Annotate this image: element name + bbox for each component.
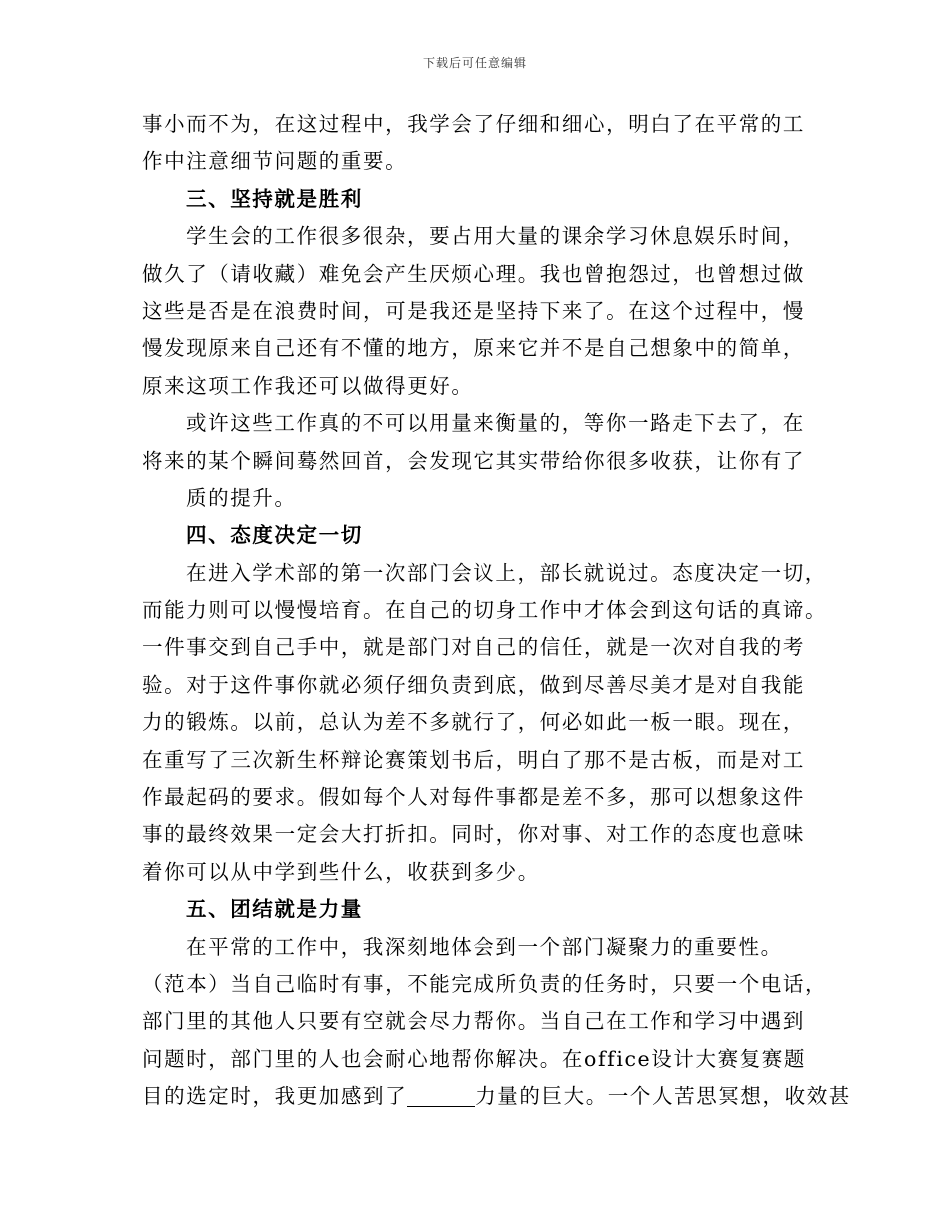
text-line: 在进入学术部的第一次部门会议上，部长就说过。态度决定一切，: [186, 560, 827, 585]
text-line: 力的锻炼。以前，总认为差不多就行了，何必如此一板一眼。现在，: [142, 710, 805, 735]
text-line: 事的最终效果一定会大打折扣。同时，你对事、对工作的态度也意味: [142, 822, 805, 847]
text-line: 验。对于这件事你就必须仔细负责到底，做到尽善尽美才是对自我能: [142, 672, 805, 697]
text-line: 将来的某个瞬间蓦然回首，会发现它其实带给你很多收获，让你有了: [142, 448, 805, 473]
text-line: 作中注意细节问题的重要。: [142, 149, 408, 174]
text-line: 或许这些工作真的不可以用量来衡量的，等你一路走下去了，在: [186, 411, 805, 436]
text-segment: 目的选定时，我更加感到了: [142, 1084, 408, 1109]
section-heading: 三、坚持就是胜利: [186, 186, 363, 211]
text-line: 着你可以从中学到些什么，收获到多少。: [142, 859, 540, 884]
text-line: 作最起码的要求。假如每个人对每件事都是差不多，那可以想象这件: [142, 785, 805, 810]
text-line: （范本）当自己临时有事，不能完成所负责的任务时，只要一个电话，: [142, 971, 828, 996]
page-header: 下载后可任意编辑: [422, 56, 527, 70]
section-heading: 五、团结就是力量: [186, 897, 363, 922]
text-line: 一件事交到自己手中，就是部门对自己的信任，就是一次对自我的考: [142, 635, 805, 660]
text-line: 部门里的其他人只要有空就会尽力帮你。当自己在工作和学习中遇到: [142, 1009, 805, 1034]
text-line: 在重写了三次新生杯辩论赛策划书后，明白了那不是古板，而是对工: [142, 747, 805, 772]
text-line: 慢发现原来自己还有不懂的地方，原来它并不是自己想象中的简单，: [142, 336, 805, 361]
text-line: 而能力则可以慢慢培育。在自己的切身工作中才体会到这句话的真谛。: [142, 598, 828, 623]
text-line: 做久了（请收藏）难免会产生厌烦心理。我也曾抱怨过，也曾想过做: [142, 261, 805, 286]
text-line: 原来这项工作我还可以做得更好。: [142, 373, 474, 398]
text-line: 质的提升。: [186, 485, 297, 510]
text-line: 这些是否是在浪费时间，可是我还是坚持下来了。在这个过程中，慢: [142, 298, 805, 323]
fill-in-blank: [407, 1086, 475, 1107]
document-body: [142, 106, 851, 1116]
text-line: 事小而不为，在这过程中，我学会了仔细和细心，明白了在平常的工: [142, 112, 805, 136]
text-segment: 力量的巨大。一个人苦思冥想，收效甚: [475, 1084, 851, 1109]
section-heading: 四、态度决定一切: [186, 523, 363, 548]
text-line-with-blank: [142, 1078, 851, 1115]
text-line: 问题时，部门里的人也会耐心地帮你解决。在office设计大赛复赛题: [142, 1046, 806, 1071]
text-line: 在平常的工作中，我深刻地体会到一个部门凝聚力的重要性。: [186, 934, 783, 959]
text-line: 学生会的工作很多很杂，要占用大量的课余学习休息娱乐时间，: [186, 224, 805, 249]
